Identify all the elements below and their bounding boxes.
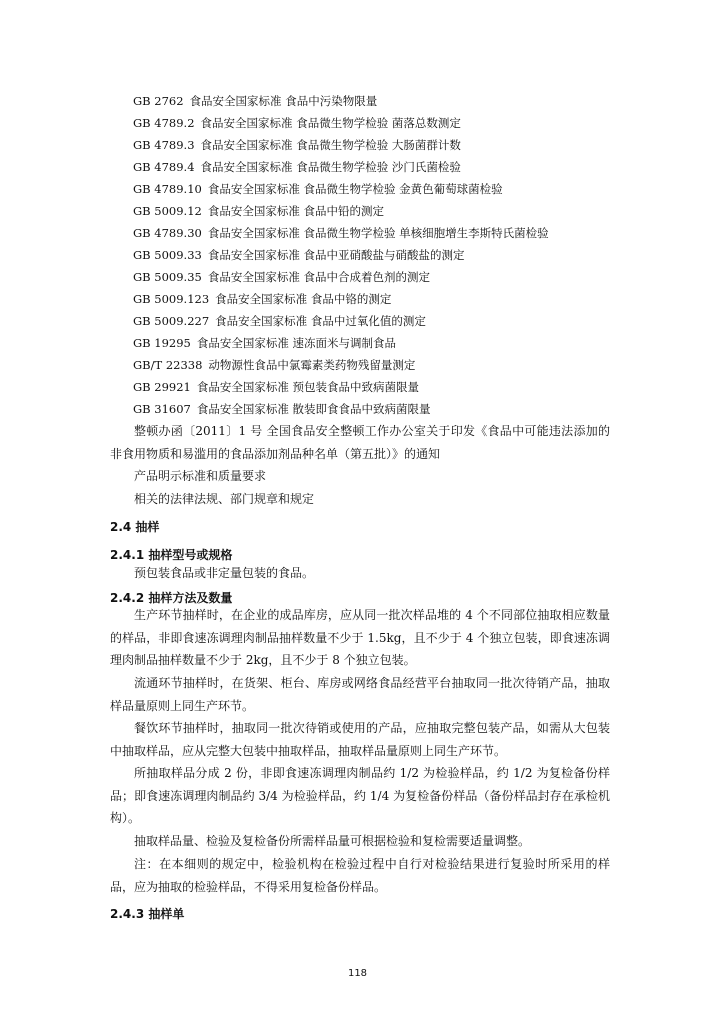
standard-code: GB 29921 [133,380,191,394]
standard-item [133,156,653,178]
standard-item [133,266,653,288]
standard-title: 食品安全国家标准 食品中铬的测定 [215,292,392,306]
standard-code: GB 4789.30 [133,226,202,240]
standards-list [133,90,653,420]
standard-item [133,376,653,398]
standard-item [133,332,653,354]
circulation-sampling-paragraph: 流通环节抽样时，在货架、柜台、库房或网络食品经营平台抽取同一批次待销产品，抽取样品量原则上同生产环节。 [110,676,610,713]
standard-item [133,178,653,200]
standard-title: 食品安全国家标准 食品中污染物限量 [189,94,378,108]
standard-item [133,288,653,310]
standard-title: 食品安全国家标准 食品中亚硝酸盐与硝酸盐的测定 [207,248,465,262]
standard-item [133,112,653,134]
standard-code: GB 4789.10 [133,182,202,196]
standard-code: GB 4789.3 [133,138,195,152]
standard-code: GB 31607 [133,402,191,416]
standard-title: 食品安全国家标准 食品微生物学检验 菌落总数测定 [200,116,461,130]
catering-sampling-paragraph: 餐饮环节抽样时，抽取同一批次待销或使用的产品，应抽取完整包装产品，如需从大包装中抽取样品，应从完整大包装中抽取样品，抽取样品量原则上同生产环节。 [110,721,610,758]
adjustment-paragraph: 抽取样品量、检验及复检备份所需样品量可根据检验和复检需要适量调整。 [134,834,531,848]
standard-title: 食品安全国家标准 散装即食食品中致病菌限量 [196,402,431,416]
sample-split-paragraph: 所抽取样品分成 2 份，非即食速冻调理肉制品约 1/2 为检验样品，约 1/2 为复检备份样品；即食速冻调理肉制品约 3/4 为检验样品，约 1/4 为复检备份样品（备份样品封存在承检机构）。 [110,766,610,825]
production-sampling-paragraph: 生产环节抽样时，在企业的成品库房，应从同一批次样品堆的 4 个不同部位抽取相应数量的样品，非即食速冻调理肉制品抽样数量不少于 1.5kg，且不少于 4 个独立包装，即食速冻调理肉制品抽样数量不少于 2kg，且不少于 8 个独立包装。 [110,608,610,667]
standard-item [133,200,653,222]
standard-item [133,222,653,244]
section-heading-2-4-3: 2.4.3 抽样单 [110,907,185,921]
standard-title: 食品安全国家标准 速冻面米与调制食品 [196,336,397,350]
product-standard-line: 产品明示标准和质量要求 [134,469,267,483]
standard-item [133,398,653,420]
laws-line: 相关的法律法规、部门规章和规定 [134,492,315,506]
standard-title: 食品安全国家标准 预包装食品中致病菌限量 [196,380,420,394]
standard-title: 食品安全国家标准 食品微生物学检验 单核细胞增生李斯特氏菌检验 [207,226,549,240]
standard-title: 动物源性食品中氯霉素类药物残留量测定 [208,358,416,372]
standard-title: 食品安全国家标准 食品微生物学检验 沙门氏菌检验 [200,160,461,174]
standard-item [133,244,653,266]
standard-code: GB 5009.33 [133,248,202,262]
section-heading-2-4: 2.4 抽样 [110,520,160,534]
standard-code: GB 4789.2 [133,116,195,130]
standard-code: GB 2762 [133,94,184,108]
standard-code: GB 5009.227 [133,314,210,328]
standard-title: 食品安全国家标准 食品中铅的测定 [207,204,385,218]
spec-paragraph: 预包装食品或非定量包装的食品。 [134,566,315,580]
standard-title: 食品安全国家标准 食品中合成着色剂的测定 [207,270,431,284]
standard-code: GB 5009.12 [133,204,202,218]
standard-item [133,310,653,332]
section-heading-2-4-2: 2.4.2 抽样方法及数量 [110,591,233,605]
standard-title: 食品安全国家标准 食品中过氧化值的测定 [215,314,426,328]
standard-item [133,354,653,376]
standard-title: 食品安全国家标准 食品微生物学检验 大肠菌群计数 [200,138,461,152]
standard-code: GB/T 22338 [133,358,203,372]
notice-paragraph: 整顿办函〔2011〕1 号 全国食品安全整顿工作办公室关于印发《食品中可能违法添加的非食用物质和易滥用的食品添加剂品种名单（第五批）》的通知 [110,424,610,461]
standard-code: GB 5009.123 [133,292,210,306]
standard-code: GB 19295 [133,336,191,350]
page-number: 118 [347,968,368,979]
note-paragraph: 注：在本细则的规定中，检验机构在检验过程中自行对检验结果进行复验时所采用的样品，应为抽取的检验样品，不得采用复检备份样品。 [110,857,610,894]
standard-code: GB 4789.4 [133,160,195,174]
standard-item [133,90,653,112]
standard-item [133,134,653,156]
standard-title: 食品安全国家标准 食品微生物学检验 金黄色葡萄球菌检验 [207,182,503,196]
section-heading-2-4-1: 2.4.1 抽样型号或规格 [110,548,233,562]
standard-code: GB 5009.35 [133,270,202,284]
